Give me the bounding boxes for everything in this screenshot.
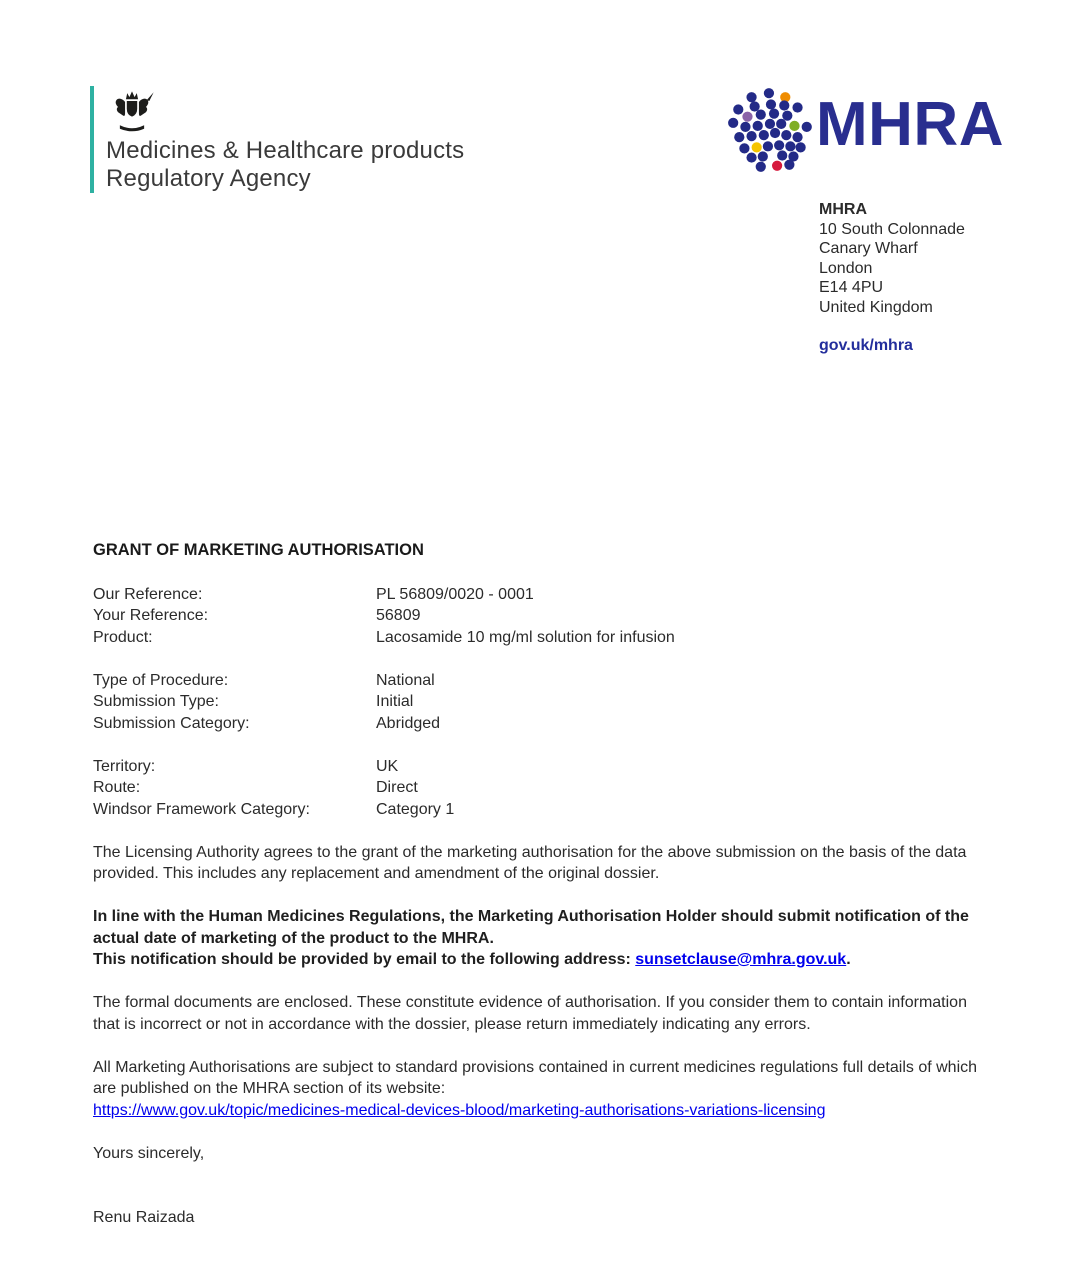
field-label: Product:	[93, 628, 153, 646]
field-value: Initial	[376, 693, 414, 710]
mhra-website-link[interactable]: https://www.gov.uk/topic/medicines-medical-devices-blood/marketing-authorisations-variations-licensing	[93, 1101, 826, 1119]
govuk-mhra-url: gov.uk/mhra	[819, 337, 913, 354]
field-label: Territory:	[93, 757, 156, 775]
field-value: Lacosamide 10 mg/ml solution for infusion	[376, 628, 675, 646]
address-line: Canary Wharf	[819, 240, 918, 257]
field-label: Submission Type:	[93, 693, 219, 710]
standard-provisions-text: All Marketing Authorisations are subject to standard provisions contained in current medicines regulations full details of which are published on the MHRA section of its website:	[93, 1058, 978, 1097]
field-value: UK	[376, 757, 399, 775]
closing-salutation: Yours sincerely,	[93, 1144, 205, 1162]
address-line: London	[819, 259, 873, 277]
field-row-submission-category	[93, 713, 998, 735]
field-row-type-of-procedure	[93, 670, 998, 692]
field-row-territory	[93, 756, 998, 778]
field-value: Category 1	[376, 800, 455, 818]
field-row-submission-type	[93, 691, 998, 713]
sentence-period: .	[846, 951, 851, 968]
notification-email-instruction: This notification should be provided by email to the following address:	[93, 951, 636, 968]
field-value: Direct	[376, 779, 418, 796]
field-label: Your Reference:	[93, 607, 209, 624]
agency-name-line2: Regulatory Agency	[106, 165, 311, 192]
sunset-clause-email-link[interactable]: sunsetclause@mhra.gov.uk	[635, 951, 847, 968]
field-label: Submission Category:	[93, 714, 250, 732]
field-label: Our Reference:	[93, 585, 203, 603]
field-value: 56809	[376, 607, 421, 624]
field-label: Type of Procedure:	[93, 671, 229, 689]
field-row-our-reference	[93, 584, 998, 606]
field-value: National	[376, 671, 435, 689]
address-line: E14 4PU	[819, 279, 884, 296]
field-value: PL 56809/0020 - 0001	[376, 585, 534, 603]
licensing-authority-paragraph: The Licensing Authority agrees to the grant of the marketing authorisation for the above submission on the basis of the data provided. This includes any replacement and amendment of the original dossier.	[93, 843, 967, 882]
notification-requirement-text: In line with the Human Medicines Regulations, the Marketing Authorisation Holder should submit notification of the actual date of marketing of the product to the MHRA.	[93, 908, 969, 947]
address-line: United Kingdom	[819, 298, 933, 316]
royal-coat-of-arms-icon	[106, 88, 464, 133]
notification-paragraph	[93, 906, 998, 971]
mhra-wordmark: MHRA	[816, 90, 1004, 159]
address-org-name: MHRA	[819, 201, 867, 218]
field-label: Route:	[93, 779, 141, 796]
agency-letterhead-logo	[90, 86, 464, 193]
letter-title: GRANT OF MARKETING AUTHORISATION	[93, 541, 424, 559]
standard-provisions-paragraph	[93, 1057, 998, 1122]
mhra-dots-icon	[726, 84, 818, 183]
field-row-windsor-framework-category	[93, 799, 998, 821]
formal-documents-paragraph: The formal documents are enclosed. These constitute evidence of authorisation. If you consider them to contain information that is incorrect or not in accordance with the dossier, please return immediately indicating any errors.	[93, 994, 967, 1033]
field-label: Windsor Framework Category:	[93, 800, 310, 818]
signatory-name: Renu Raizada	[93, 1209, 195, 1226]
field-row-product	[93, 627, 998, 649]
agency-name-line1: Medicines & Healthcare products	[106, 137, 465, 164]
field-row-your-reference	[93, 605, 998, 627]
address-line: 10 South Colonnade	[819, 220, 965, 238]
mhra-address-block	[819, 200, 965, 356]
letter-body	[93, 540, 998, 1229]
field-row-route	[93, 777, 998, 799]
field-value: Abridged	[376, 714, 441, 732]
